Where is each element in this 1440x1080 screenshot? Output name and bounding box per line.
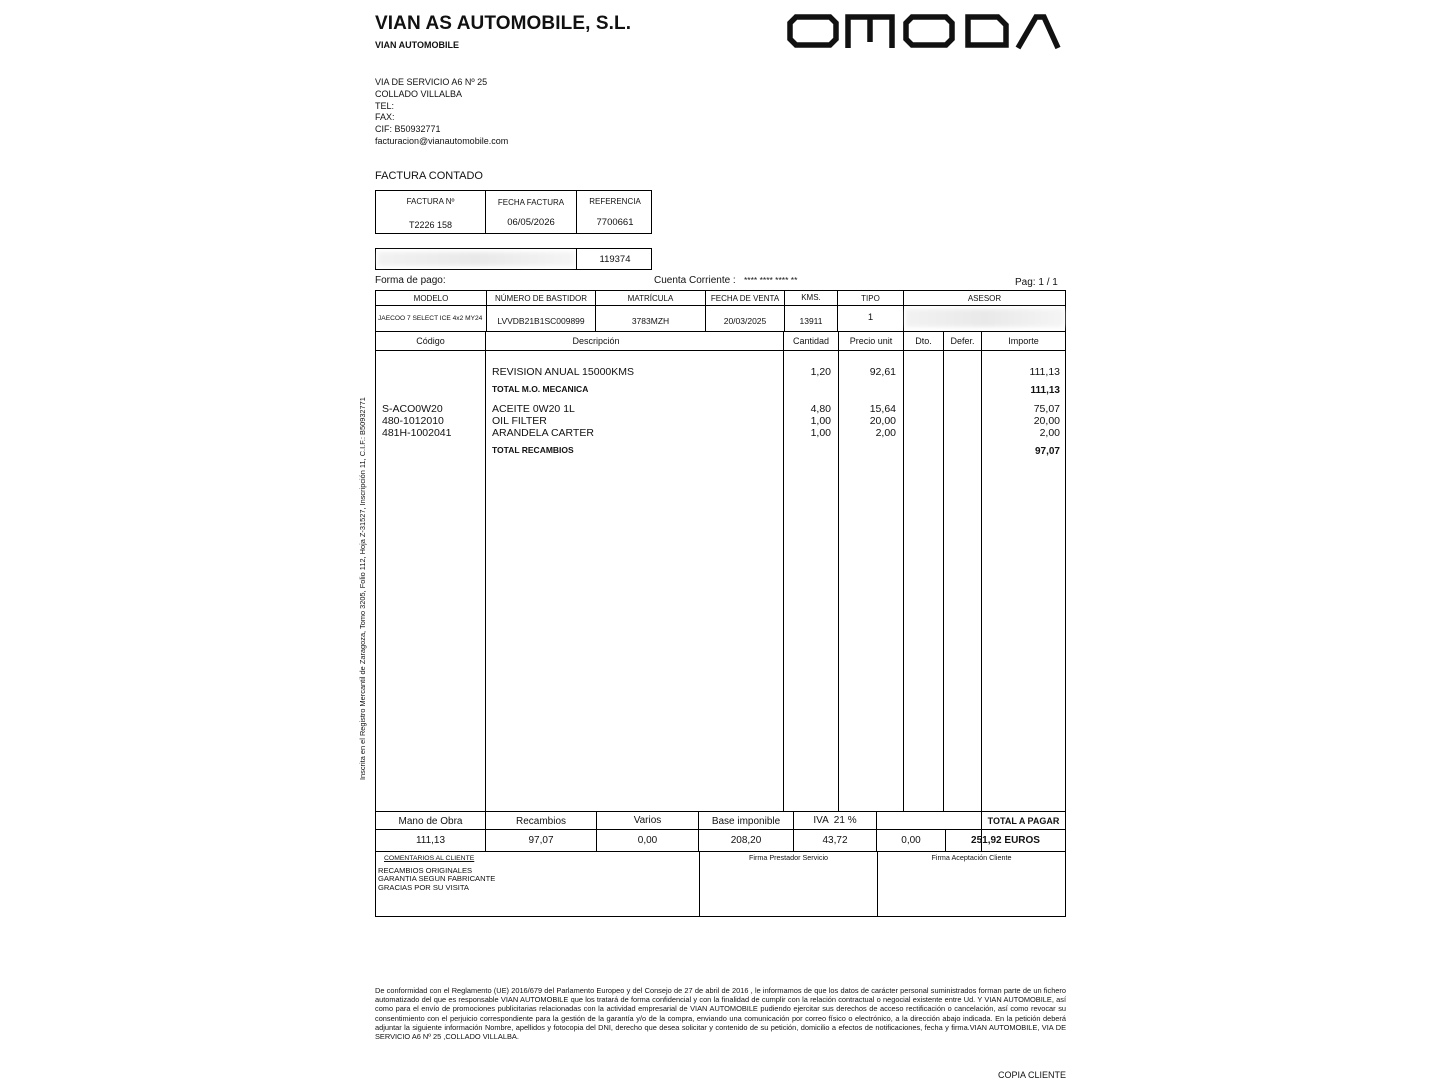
reference-label: REFERENCIA [589,197,641,206]
totals-table [375,811,1066,852]
total-label-taxable-base: Base imponible [711,816,781,827]
address-line: TEL: [375,100,395,111]
company-address [375,77,508,148]
subtotal-amount: 111,13 [1030,385,1060,396]
address-line: COLLADO VILLALBA [375,88,463,99]
line-description: ACEITE 0W20 1L [492,403,575,415]
line-amount: 20,00 [1033,415,1060,427]
vehicle-header-vin: NÚMERO DE BASTIDOR [494,294,587,303]
line-quantity: 1,20 [810,366,831,378]
total-label-vat: IVA 21 % [813,815,857,826]
payment-method-label: Forma de pago: [375,275,446,286]
redacted-advisor [906,309,1064,327]
col-header-unit-price: Precio unit [849,336,893,346]
invoice-lines-table [375,331,1066,812]
vehicle-plate: 3783MZH [631,316,670,326]
comment-line: GRACIAS POR SU VISITA [378,882,470,892]
invoice-info-box [375,190,652,234]
subtotal-label: TOTAL M.O. MECANICA [492,384,589,394]
invoice-date-label: FECHA FACTURA [497,198,565,207]
document-type: FACTURA CONTADO [375,170,483,182]
vehicle-table [375,290,1066,332]
total-label-labour: Mano de Obra [398,816,463,827]
address-line: FAX: [375,112,395,123]
total-label-parts: Recambios [515,816,567,827]
line-code: 481H-1002041 [382,427,452,439]
line-description: REVISION ANUAL 15000KMS [492,366,635,378]
legal-notice: De conformidad con el Reglamento (UE) 2016/679 del Parlamento Europeo y del Consejo de 27 de abril de 2016 , le informamos de que los datos de carácter personal suministrados forman parte de un fichero automatizado del que es responsable VIAN AUTOMOBILE que los tratará de forma confidencial y con la finalidad de cumplir con la relación contractual o negocial existente entre Ud. Y VIAN AUTOMOBILE, así como para el envío de promociones publicitarias relacionadas con la actividad empresarial de VIAN AUTOMOBILE pudiendo ejercitar sus derechos de acceso rectificación o cancelación, así como revocar su consentimiento con el perjuicio correspondiente para la gestión de la garantía y/o de la compra, enviando una comunicación por correo físico o electrónico, a la dirección abajo indicada. En la petición deberá adjuntar la siguiente información Nombre, apellidos y fotocopia del DNI, derecho que desea solicitar y contenido de su petición, domicilio a efectos de notificaciones, fecha y firma.VIAN AUTOMOBILE, VIA DE SERVICIO A6 Nº 25 ,COLLADO VILLALBA. [375,986,1066,1042]
total-misc: 0,00 [637,835,658,846]
total-to-pay: 251,92 EUROS [971,835,1040,846]
line-quantity: 1,00 [810,415,831,427]
redacted-client-name [378,252,574,266]
vehicle-header-model: MODELO [413,294,449,303]
invoice-number: T2226 158 [408,220,453,230]
col-header-code: Código [416,336,445,346]
total-taxable-base: 208,20 [730,835,762,846]
omoda-logo [786,12,1062,50]
line-amount: 2,00 [1039,427,1060,439]
line-description: OIL FILTER [492,415,547,427]
page-number: Pag: 1 / 1 [1015,277,1058,288]
vehicle-model: JAECOO 7 SELECT ICE 4x2 MY24 [378,315,483,322]
company-name: VIAN AS AUTOMOBILE, S.L. [375,13,632,34]
registry-note: Inscrita en el Registro Mercantil de Zaragoza, Tomo 3205, Folio 112, Hoja Z-31527, Inscripción 11, C.I.F.: B50932771 [358,397,367,780]
invoice-number-label: FACTURA Nº [406,197,455,206]
address-line: CIF: B50932771 [375,124,441,135]
vehicle-type: 1 [867,312,874,323]
comment-line: GARANTIA SEGUN FABRICANTE [378,874,496,884]
reference-number: 7700661 [596,217,634,228]
line-quantity: 1,00 [810,427,831,439]
vehicle-sale-date: 20/03/2025 [723,316,767,326]
subtotal-amount: 97,07 [1034,446,1060,457]
client-code-box [375,248,652,270]
line-description: ARANDELA CARTER [492,427,594,439]
comments-title: COMENTARIOS AL CLIENTE [384,855,475,862]
line-unit-price: 15,64 [869,403,896,415]
total-vat: 43,72 [822,835,848,846]
col-header-description: Descripción [572,336,620,346]
col-header-quantity: Cantidad [792,336,830,346]
col-header-discount: Dto. [915,336,932,346]
address-line: VIA DE SERVICIO A6 Nº 25 [375,77,488,87]
account-label: Cuenta Corriente : [654,275,736,286]
provider-signature-label: Firma Prestador Servicio [748,853,829,862]
vehicle-kms: 13911 [799,316,823,326]
line-unit-price: 2,00 [875,427,896,439]
col-header-deferred: Defer. [950,336,975,346]
total-labour: 111,13 [415,835,446,846]
subtotal-label: TOTAL RECAMBIOS [492,445,574,455]
line-amount: 75,07 [1033,403,1060,415]
total-label-misc: Varios [633,815,662,826]
line-quantity: 4,80 [810,403,831,415]
line-unit-price: 92,61 [869,366,896,378]
vehicle-header-kms: KMS. [801,293,821,302]
comments-signatures-box [375,851,1066,917]
total-other: 0,00 [901,835,921,846]
total-parts: 97,07 [528,835,554,846]
vehicle-header-advisor: ASESOR [967,294,1002,303]
vehicle-header-plate: MATRÍCULA [627,294,674,303]
copy-label: COPIA CLIENTE [998,1070,1067,1080]
total-label-to-pay: TOTAL A PAGAR [987,816,1060,826]
vehicle-header-sale-date: FECHA DE VENTA [710,294,780,303]
line-unit-price: 20,00 [869,415,896,427]
comments-list [378,867,495,892]
comment-line: RECAMBIOS ORIGINALES [378,866,473,875]
account-value: **** **** **** ** [744,275,798,285]
address-line: facturacion@vianautomobile.com [375,135,509,146]
client-signature-label: Firma Aceptación Cliente [931,853,1012,862]
col-header-amount: Importe [1008,336,1039,346]
vehicle-vin: LVVDB21B1SC009899 [497,316,585,326]
line-code: 480-1012010 [382,415,444,427]
line-amount: 111,13 [1029,366,1060,378]
company-subtitle: VIAN AUTOMOBILE [375,40,460,50]
client-code: 119374 [599,254,631,265]
line-code: S-ACO0W20 [382,403,443,415]
invoice-date: 06/05/2026 [507,217,555,228]
vehicle-header-type: TIPO [861,294,880,303]
